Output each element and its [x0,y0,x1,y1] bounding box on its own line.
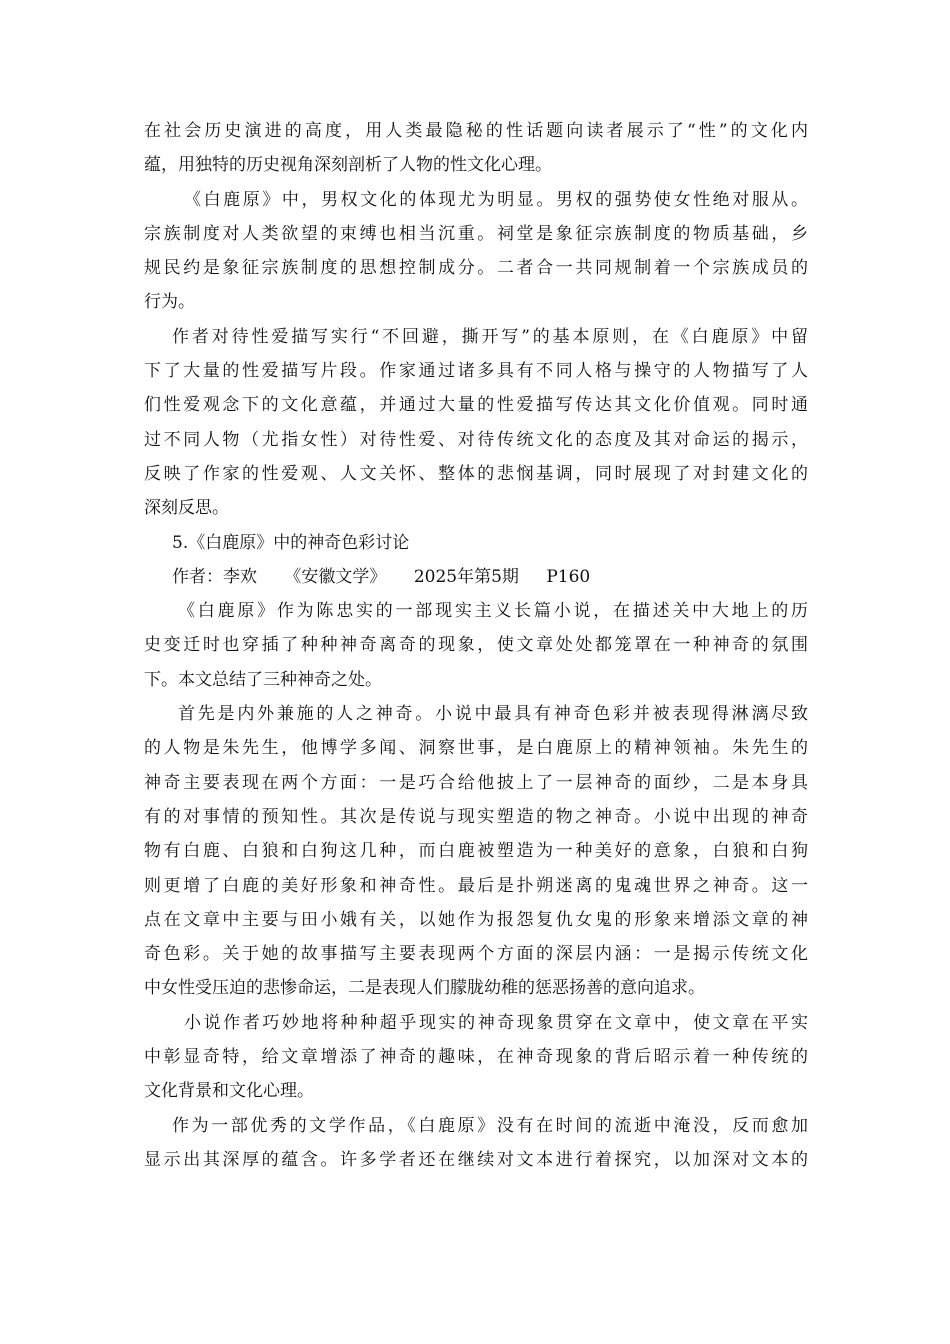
text-line: 下了大量的性爱描写片段。作家通过诸多具有不同人格与操守的人物描写了人 [144,361,808,382]
text-line: 点在文章中主要与田小娥有关，以她作为报怨复仇女鬼的形象来增添文章的神 [144,909,808,930]
text-line: 显示出其深厚的蕴含。许多学者还在继续对文本进行着探究，以加深对文本的 [144,1149,808,1170]
paragraph-3 [144,320,808,526]
paragraph-4 [144,594,808,697]
meta-journal: 《安徽文学》 [284,566,387,587]
text-line: 中彰显奇特，给文章增添了神奇的趣味，在神奇现象的背后昭示着一种传统的 [144,1047,808,1068]
paragraph-2 [144,183,808,320]
text-line: 《白鹿原》作为陈忠实的一部现实主义长篇小说，在描述关中大地上的历 [178,601,808,622]
paragraph-6 [144,1006,808,1109]
text-line: 下。本文总结了三种神奇之处。 [144,669,382,690]
text-line: 则更增了白鹿的美好形象和神奇性。最后是扑朔迷离的鬼魂世界之神奇。这一 [144,875,808,896]
meta-issue: 2025年第5期 [413,566,519,587]
paragraph-1 [144,114,808,183]
text-line: 中女性受压迫的悲惨命运，二是表现人们朦胧幼稚的惩恶扬善的意向追求。 [144,978,705,999]
text-line: 们性爱观念下的文化意蕴，并通过大量的性爱描写传达其文化价值观。同时通 [144,395,808,416]
meta-author: 作者：李欢 [172,566,257,587]
text-line: 蕴，用独特的历史视角深刻剖析了人物的性文化心理。 [144,155,552,176]
text-line: 作者对待性爱描写实行“不回避，撕开写”的基本原则，在《白鹿原》中留 [172,326,808,347]
text-line: 行为。 [144,292,195,313]
text-line: 文化背景和文化心理。 [144,1081,314,1102]
paragraph-5 [144,697,808,1006]
text-line: 的人物是朱先生，他博学多闻、洞察世事，是白鹿原上的精神领袖。朱先生的 [144,738,808,759]
text-line: 奇色彩。关于她的故事描写主要表现两个方面的深层内涵：一是揭示传统文化 [144,944,808,965]
text-line: 作为一部优秀的文学作品，《白鹿原》没有在时间的流逝中淹没，反而愈加 [172,1115,808,1136]
text-line: 反映了作家的性爱观、人文关怀、整体的悲悯基调，同时展现了对封建文化的 [144,463,808,484]
article-meta [144,560,808,594]
text-line: 宗族制度对人类欲望的束缚也相当沉重。祠堂是象征宗族制度的物质基础，乡 [144,223,808,244]
text-line: 首先是内外兼施的人之神奇。小说中最具有神奇色彩并被表现得淋漓尽致 [178,704,808,725]
text-line: 在社会历史演进的高度，用人类最隐秘的性话题向读者展示了“性”的文化内 [144,121,808,141]
text-line: 规民约是象征宗族制度的思想控制成分。二者合一共同规制着一个宗族成员的 [144,258,808,279]
section-heading: 5.《白鹿原》中的神奇色彩讨论 [172,532,410,553]
text-line: 深刻反思。 [144,498,229,519]
meta-page: P160 [546,566,591,587]
text-line: 史变迁时也穿插了种种神奇离奇的现象，使文章处处都笼罩在一种神奇的氛围 [144,635,808,656]
text-line: 物有白鹿、白狼和白狗这几种，而白鹿被塑造为一种美好的意象，白狼和白狗 [144,841,808,862]
paragraph-7 [144,1109,808,1178]
text-line: 神奇主要表现在两个方面：一是巧合给他披上了一层神奇的面纱，二是本身具 [144,772,808,793]
text-line: 过不同人物（尤指女性）对待性爱、对待传统文化的态度及其对命运的揭示， [144,429,808,450]
document-body [144,114,808,1177]
text-line: 有的对事情的预知性。其次是传说与现实塑造的物之神奇。小说中出现的神奇 [144,806,808,827]
text-line: 《白鹿原》中，男权文化的体现尤为明显。男权的强势使女性绝对服从。 [184,189,808,210]
text-line: 小说作者巧妙地将种种超乎现实的神奇现象贯穿在文章中，使文章在平实 [184,1012,808,1033]
